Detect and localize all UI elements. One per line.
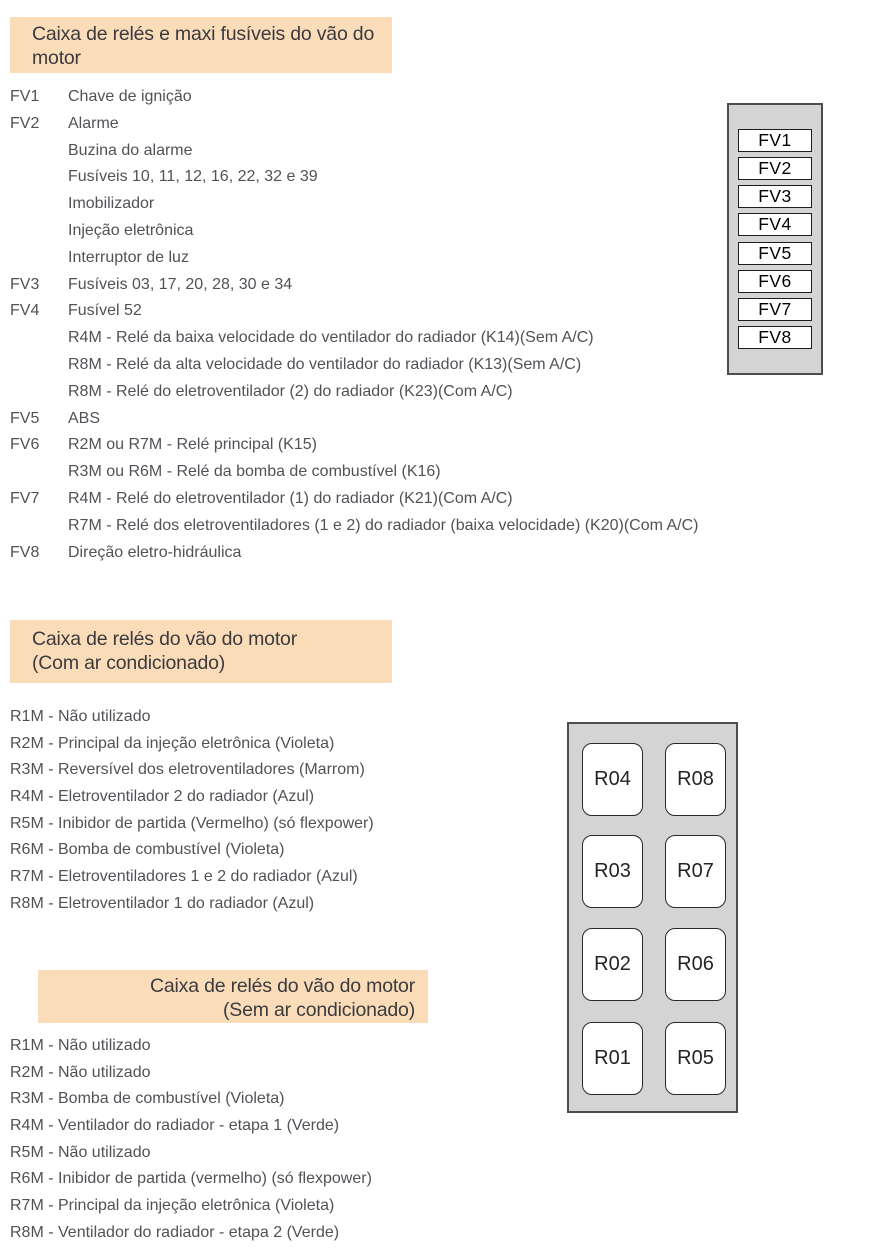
fuse-desc: ABS	[68, 409, 101, 427]
fuse-desc: R4M - Relé da baixa velocidade do ventilador do radiador (K14)(Sem A/C)	[68, 329, 594, 347]
relay-list-row: R6M - Inibidor de partida (vermelho) (só flexpower)	[10, 1170, 372, 1188]
fuse-slot: FV1	[738, 129, 812, 152]
fuse-desc: Direção eletro-hidráulica	[68, 543, 242, 561]
fuse-code	[10, 462, 68, 489]
fuse-code	[10, 221, 68, 248]
relay-list-row: R5M - Não utilizado	[10, 1143, 151, 1161]
relay-slot: R05	[665, 1022, 726, 1095]
fuse-code	[10, 382, 68, 409]
section2-title	[10, 620, 392, 683]
fuse-slot: FV3	[738, 185, 812, 208]
fuse-list-row	[10, 516, 862, 543]
relay-box-diagram	[567, 722, 738, 1113]
fuse-slot: FV2	[738, 157, 812, 180]
fuse-desc: R8M - Relé da alta velocidade do ventilador do radiador (K13)(Sem A/C)	[68, 355, 582, 373]
relay-list-row: R2M - Principal da injeção eletrônica (Violeta)	[10, 734, 335, 752]
relay-list-row: R1M - Não utilizado	[10, 1037, 151, 1054]
fuse-desc: R2M ou R7M - Relé principal (K15)	[68, 436, 317, 454]
relay-list-row: R7M - Principal da injeção eletrônica (Violeta)	[10, 1197, 335, 1215]
fuse-code	[10, 355, 68, 382]
fuse-code: FV1	[10, 88, 40, 105]
fuse-list-row	[10, 543, 862, 570]
relay-list-without-ac	[10, 1036, 570, 1250]
relay-list-row: R6M - Bomba de combustível (Violeta)	[10, 841, 285, 859]
relay-list-row: R2M - Não utilizado	[10, 1063, 151, 1081]
fuse-desc: Buzina do alarme	[68, 141, 193, 159]
fuse-code	[10, 167, 68, 194]
fuse-code: FV2	[10, 114, 40, 132]
relay-list-row: R4M - Eletroventilador 2 do radiador (Azul)	[10, 788, 315, 806]
fuse-list-row	[10, 462, 862, 489]
fuse-desc: Fusíveis 10, 11, 12, 16, 22, 32 e 39	[68, 168, 318, 186]
relay-list-row: R7M - Eletroventiladores 1 e 2 do radiador (Azul)	[10, 868, 358, 886]
section3-title-line1: Caixa de relés do vão do motor	[150, 975, 415, 997]
fuse-slot: FV8	[738, 326, 812, 349]
fuse-desc: R8M - Relé do eletroventilador (2) do radiador (K23)(Com A/C)	[68, 382, 513, 400]
section3-title	[38, 970, 428, 1023]
relay-list-row: R5M - Inibidor de partida (Vermelho) (só flexpower)	[10, 814, 374, 832]
fuse-desc: Fusíveis 03, 17, 20, 28, 30 e 34	[68, 275, 293, 293]
fuse-slot: FV5	[738, 242, 812, 265]
relay-slot: R02	[582, 928, 643, 1001]
fuse-slot: FV6	[738, 270, 812, 293]
relay-slot: R03	[582, 835, 643, 908]
fuse-list-row	[10, 382, 862, 409]
relay-list-row: R3M - Reversível dos eletroventiladores (Marrom)	[10, 761, 365, 779]
relay-list-row: R4M - Ventilador do radiador - etapa 1 (Verde)	[10, 1117, 340, 1135]
relay-slot: R06	[665, 928, 726, 1001]
fuse-slot: FV7	[738, 298, 812, 321]
fuse-code: FV3	[10, 275, 40, 293]
fuse-code	[10, 328, 68, 355]
fuse-slot: FV4	[738, 213, 812, 236]
section1-title	[10, 17, 392, 73]
fuse-desc: Fusível 52	[68, 302, 142, 320]
section2-title-line2: (Com ar condicionado)	[32, 652, 226, 674]
fuse-code	[10, 248, 68, 275]
fuse-code	[10, 516, 68, 543]
fuse-code: FV4	[10, 302, 40, 320]
fuse-desc: Imobilizador	[68, 195, 155, 213]
section3-title-line2: (Sem ar condicionado)	[223, 999, 415, 1021]
relay-slot: R08	[665, 743, 726, 816]
fuse-code: FV5	[10, 409, 40, 427]
fuse-desc: Chave de ignição	[68, 88, 192, 105]
fuse-list-row	[10, 489, 862, 516]
fuse-code: FV6	[10, 436, 40, 454]
fuse-code: FV7	[10, 489, 40, 507]
fuse-code	[10, 141, 68, 168]
fuse-list-row	[10, 409, 862, 436]
relay-list-row: R8M - Eletroventilador 1 do radiador (Azul)	[10, 894, 315, 912]
relay-list-row: R1M - Não utilizado	[10, 708, 151, 725]
fuse-desc: Interruptor de luz	[68, 248, 189, 266]
fuse-desc: R4M - Relé do eletroventilador (1) do radiador (K21)(Com A/C)	[68, 489, 513, 507]
fuse-desc: Alarme	[68, 114, 119, 132]
relay-list-row: R3M - Bomba de combustível (Violeta)	[10, 1090, 285, 1108]
fuse-box-diagram	[727, 103, 823, 375]
fuse-desc: Injeção eletrônica	[68, 221, 194, 239]
section1-title-line2: motor	[32, 47, 81, 69]
fuse-code	[10, 194, 68, 221]
fuse-desc: R7M - Relé dos eletroventiladores (1 e 2) do radiador (baixa velocidade) (K20)(Com A/C)	[68, 516, 699, 534]
relay-slot: R01	[582, 1022, 643, 1095]
relay-slot: R04	[582, 743, 643, 816]
section2-title-line1: Caixa de relés do vão do motor	[32, 628, 297, 650]
relay-slot: R07	[665, 835, 726, 908]
fuse-list-row	[10, 435, 862, 462]
relay-list-with-ac	[10, 707, 570, 921]
relay-list-row: R8M - Ventilador do radiador - etapa 2 (Verde)	[10, 1223, 340, 1241]
section1-title-line1: Caixa de relés e maxi fusíveis do vão do	[32, 23, 375, 45]
fuse-desc: R3M ou R6M - Relé da bomba de combustível (K16)	[68, 463, 441, 481]
fuse-code: FV8	[10, 543, 40, 561]
